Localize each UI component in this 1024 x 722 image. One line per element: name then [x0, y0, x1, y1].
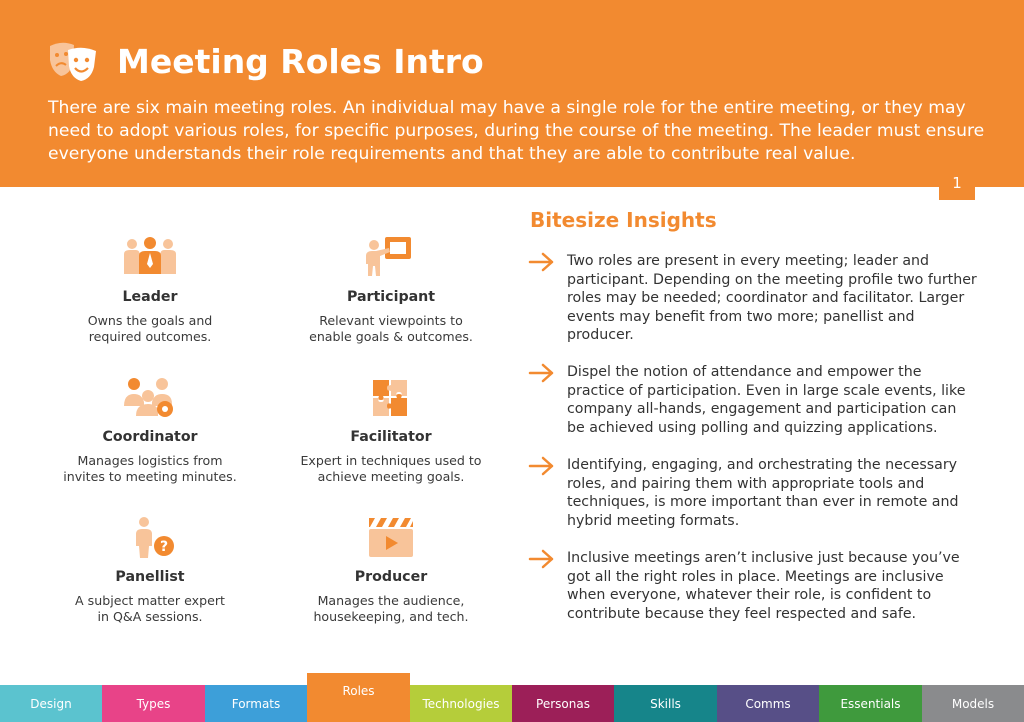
role-panellist	[40, 516, 260, 625]
role-description-line: Relevant viewpoints to	[319, 313, 463, 328]
arrow-right-icon	[528, 549, 556, 569]
role-description-line: Expert in techniques used to	[300, 453, 482, 468]
tab-essentials[interactable]: Essentials	[819, 685, 922, 722]
role-description-line: enable goals & outcomes.	[309, 329, 473, 344]
role-description-line: Manages the audience,	[317, 593, 465, 608]
insight-text: Dispel the notion of attendance and empower the practice of participation. Even in large scale events, like company all-hands, engagement and participation can be achieved using polling and quizzing applications.	[567, 364, 966, 436]
role-description	[281, 453, 501, 485]
puzzle-icon	[363, 376, 419, 420]
role-description-line: required outcomes.	[88, 329, 212, 344]
arrow-right-icon	[528, 456, 556, 476]
insight-text: Inclusive meetings aren’t inclusive just because you’ve got all the right roles in place. Meetings are inclusive when everyone, whatever their role, is confident to contribute because they feel respected and safe.	[567, 550, 960, 622]
role-description	[281, 593, 501, 625]
insight-text: Two roles are present in every meeting; leader and participant. Depending on the meeting profile two further roles may be needed; coordinator and facilitator. Larger events may benefit from two more; panellist and producer.	[567, 253, 977, 343]
role-coordinator	[40, 376, 260, 485]
role-description-line: achieve meeting goals.	[317, 469, 465, 484]
arrow-right-icon	[528, 252, 556, 272]
role-name: Panellist	[115, 569, 185, 585]
role-description-line: A subject matter expert	[75, 593, 225, 608]
header-banner	[0, 0, 1024, 187]
role-name: Participant	[346, 289, 436, 305]
people-gear-icon	[122, 376, 178, 420]
tab-roles[interactable]: Roles	[307, 673, 410, 722]
role-description	[281, 313, 501, 345]
insights-heading: Bitesize Insights	[530, 208, 717, 232]
tab-models[interactable]: Models	[922, 685, 1024, 722]
page-title: Meeting Roles Intro	[117, 42, 484, 81]
role-description-line: Manages logistics from	[77, 453, 223, 468]
tab-personas[interactable]: Personas	[512, 685, 614, 722]
page-number: 1	[939, 172, 975, 200]
role-description-line: Owns the goals and	[87, 313, 213, 328]
tab-design[interactable]: Design	[0, 685, 102, 722]
tab-formats[interactable]: Formats	[205, 685, 307, 722]
role-facilitator	[281, 376, 501, 485]
tab-types[interactable]: Types	[102, 685, 205, 722]
role-name: Facilitator	[350, 429, 432, 445]
role-name: Producer	[354, 569, 428, 585]
role-description	[40, 453, 260, 485]
presenter-icon	[363, 236, 419, 280]
arrow-right-icon	[528, 363, 556, 383]
insight-text: Identifying, engaging, and orchestrating the necessary roles, and pairing them with appropriate tools and techniques, is more important than ever in remote and hybrid meeting formats.	[567, 457, 959, 529]
intro-text: There are six main meeting roles. An individual may have a single role for the entire meeting, or they may need to adopt various roles, for specific purposes, during the course of the meeting. The leader must ensure everyone understands their role requirements and that they are able to contribute real value.	[48, 98, 985, 164]
clapperboard-icon	[363, 516, 419, 560]
role-name: Leader	[122, 289, 178, 305]
tab-comms[interactable]: Comms	[717, 685, 819, 722]
role-description-line: in Q&A sessions.	[97, 609, 203, 624]
role-producer	[281, 516, 501, 625]
role-description-line: invites to meeting minutes.	[63, 469, 237, 484]
group-leader-icon	[122, 236, 178, 280]
role-description	[40, 313, 260, 345]
tab-skills[interactable]: Skills	[614, 685, 717, 722]
section-tabs	[0, 673, 1024, 722]
theatre-masks-icon	[46, 40, 102, 82]
person-question-icon	[122, 516, 178, 560]
tab-technologies[interactable]: Technologies	[410, 685, 512, 722]
svg-text:?: ?	[159, 539, 169, 555]
role-description	[40, 593, 260, 625]
role-participant	[281, 236, 501, 345]
role-name: Coordinator	[102, 429, 198, 445]
role-description-line: housekeeping, and tech.	[313, 609, 469, 624]
role-leader	[40, 236, 260, 345]
